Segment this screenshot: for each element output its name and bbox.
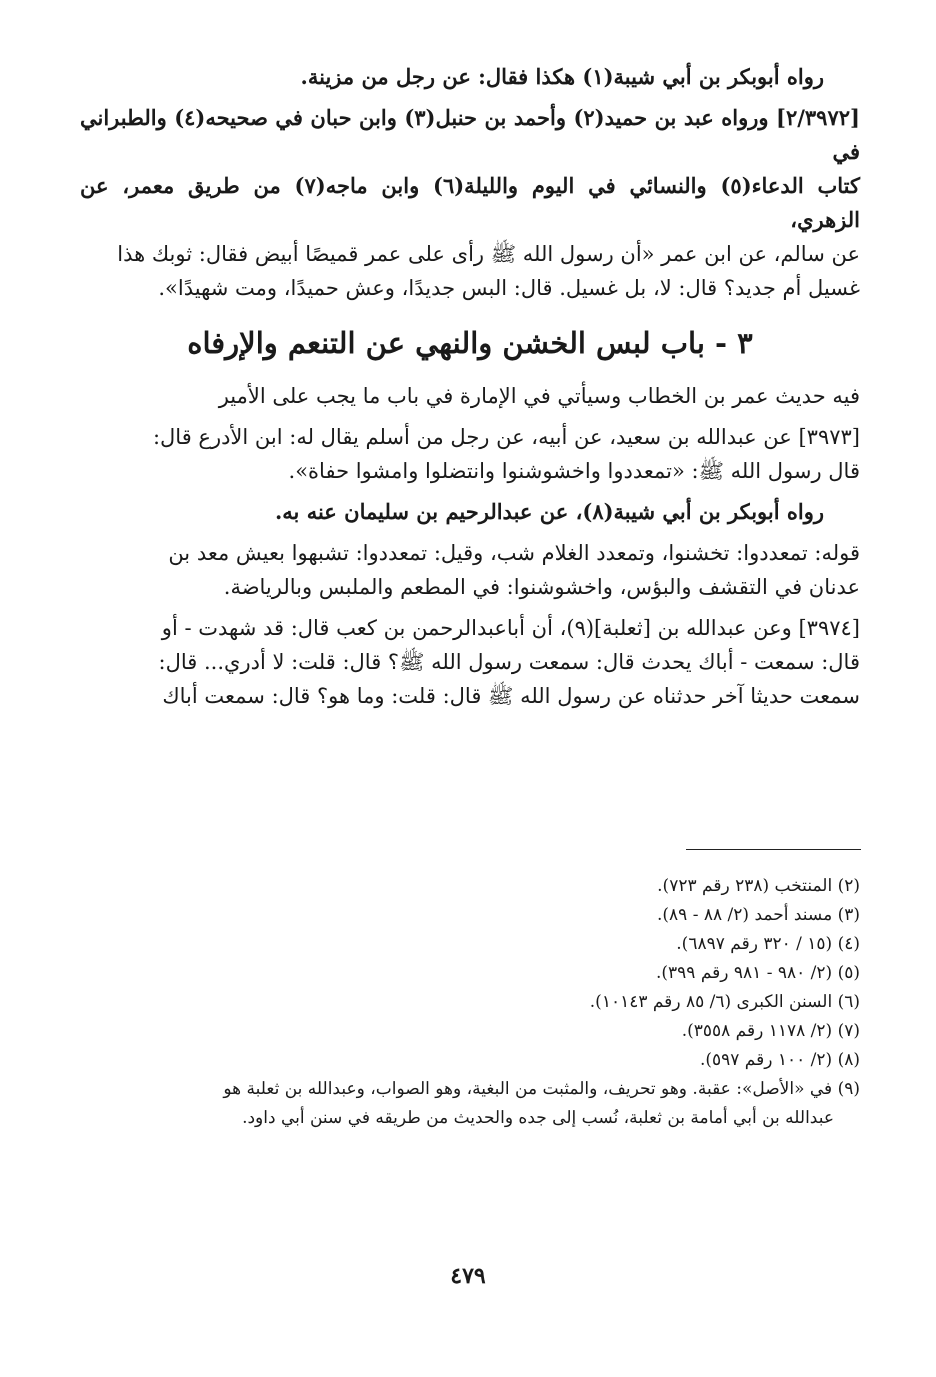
text-line: [٣٩٧٣] عن عبدالله بن سعيد، عن أبيه، عن رجل من أسلم يقال له: ابن الأدرع قال: [152,425,860,449]
paragraph-chapter-note [80,379,860,413]
paragraph-hadith-3973 [80,420,860,488]
text-line: قال رسول الله ﷺ: «تمعددوا واخشوشنوا وانتضلوا وامشوا حفاة». [288,459,860,483]
footnote-9: (٩) في «الأصل»: عقبة. وهو تحريف، والمثبت من البغية، وهو الصواب، وعبدالله بن ثعلبة هو [223,1079,860,1099]
footnotes [80,872,860,1133]
footnote-divider [686,849,861,850]
text-line: [٢/٣٩٧٢] ورواه عبد بن حميد(٢) وأحمد بن حنبل(٣) وابن حبان في صحيحه(٤) والطبراني في [80,105,860,164]
text-line: سمعت حديثا آخر حدثناه عن رسول الله ﷺ قال: قلت: وما هو؟ قال: سمعت أباك [162,684,860,708]
chapter-heading: ٣ - باب لبس الخشن والنهي عن التنعم والإرفاه [187,326,753,360]
footnote-7: (٧) (٢/ ١١٧٨ رقم ٣٥٥٨). [681,1021,860,1041]
text-line: [٣٩٧٤] وعن عبدالله بن [ثعلبة](٩)، أن أباعبدالرحمن بن كعب قال: قد شهدت - أو [161,616,860,640]
footnote-9-continuation: عبدالله بن أبي أمامة بن ثعلبة، نُسب إلى جده والحديث من طريقه في سنن أبي داود. [242,1108,834,1128]
paragraph-riwaya-1 [80,60,860,94]
text-line: رواه أبوبكر بن أبي شيبة(١) هكذا فقال: عن رجل من مزينة. [300,64,824,89]
paragraph-explanation [80,536,860,604]
text-line: رواه أبوبكر بن أبي شيبة(٨)، عن عبدالرحيم بن سليمان عنه به. [274,499,824,524]
footnote-4: (٤) (١٥ / ٣٢٠ رقم ٦٨٩٧). [676,934,860,954]
text-line: عن سالم، عن ابن عمر «أن رسول الله ﷺ رأى على عمر قميصًا أبيض فقال: ثوبك هذا [117,242,860,266]
footnote-8: (٨) (٢/ ١٠٠ رقم ٥٩٧). [699,1050,860,1070]
main-text [80,60,860,713]
text-line: غسيل أم جديد؟ قال: لا، بل غسيل. قال: البس جديدًا، وعش حميدًا، ومت شهيدًا». [158,276,860,300]
text-line: قوله: تمعددوا: تخشنوا، وتمعدد الغلام شب، وقيل: تمعددوا: تشبهوا بعيش معد بن [168,541,860,565]
page-number: ٤٧٩ [450,1263,486,1289]
footnote-3: (٣) مسند أحمد (٢/ ٨٨ - ٨٩). [657,905,860,925]
footnote-2: (٢) المنتخب (٢٣٨ رقم ٧٢٣). [657,876,860,896]
paragraph-riwaya-2 [80,495,860,529]
paragraph-hadith-3972 [80,101,860,305]
text-line: فيه حديث عمر بن الخطاب وسيأتي في الإمارة في باب ما يجب على الأمير [218,384,860,408]
paragraph-hadith-3974 [80,611,860,713]
text-line: عدنان في التقشف والبؤس، واخشوشنوا: في المطعم والملبس وبالرياضة. [223,575,860,599]
text-line: قال: سمعت - أباك يحدث قال: سمعت رسول الله ﷺ؟ قال: قلت: لا أدري... قال: [158,650,860,674]
text-line: كتاب الدعاء(٥) والنسائي في اليوم والليلة(٦) وابن ماجه(٧) من طريق معمر، عن الزهري، [80,173,860,232]
footnote-6: (٦) السنن الكبرى (٦/ ٨٥ رقم ١٠١٤٣). [589,992,860,1012]
footnote-5: (٥) (٢/ ٩٨٠ - ٩٨١ رقم ٣٩٩). [655,963,860,983]
